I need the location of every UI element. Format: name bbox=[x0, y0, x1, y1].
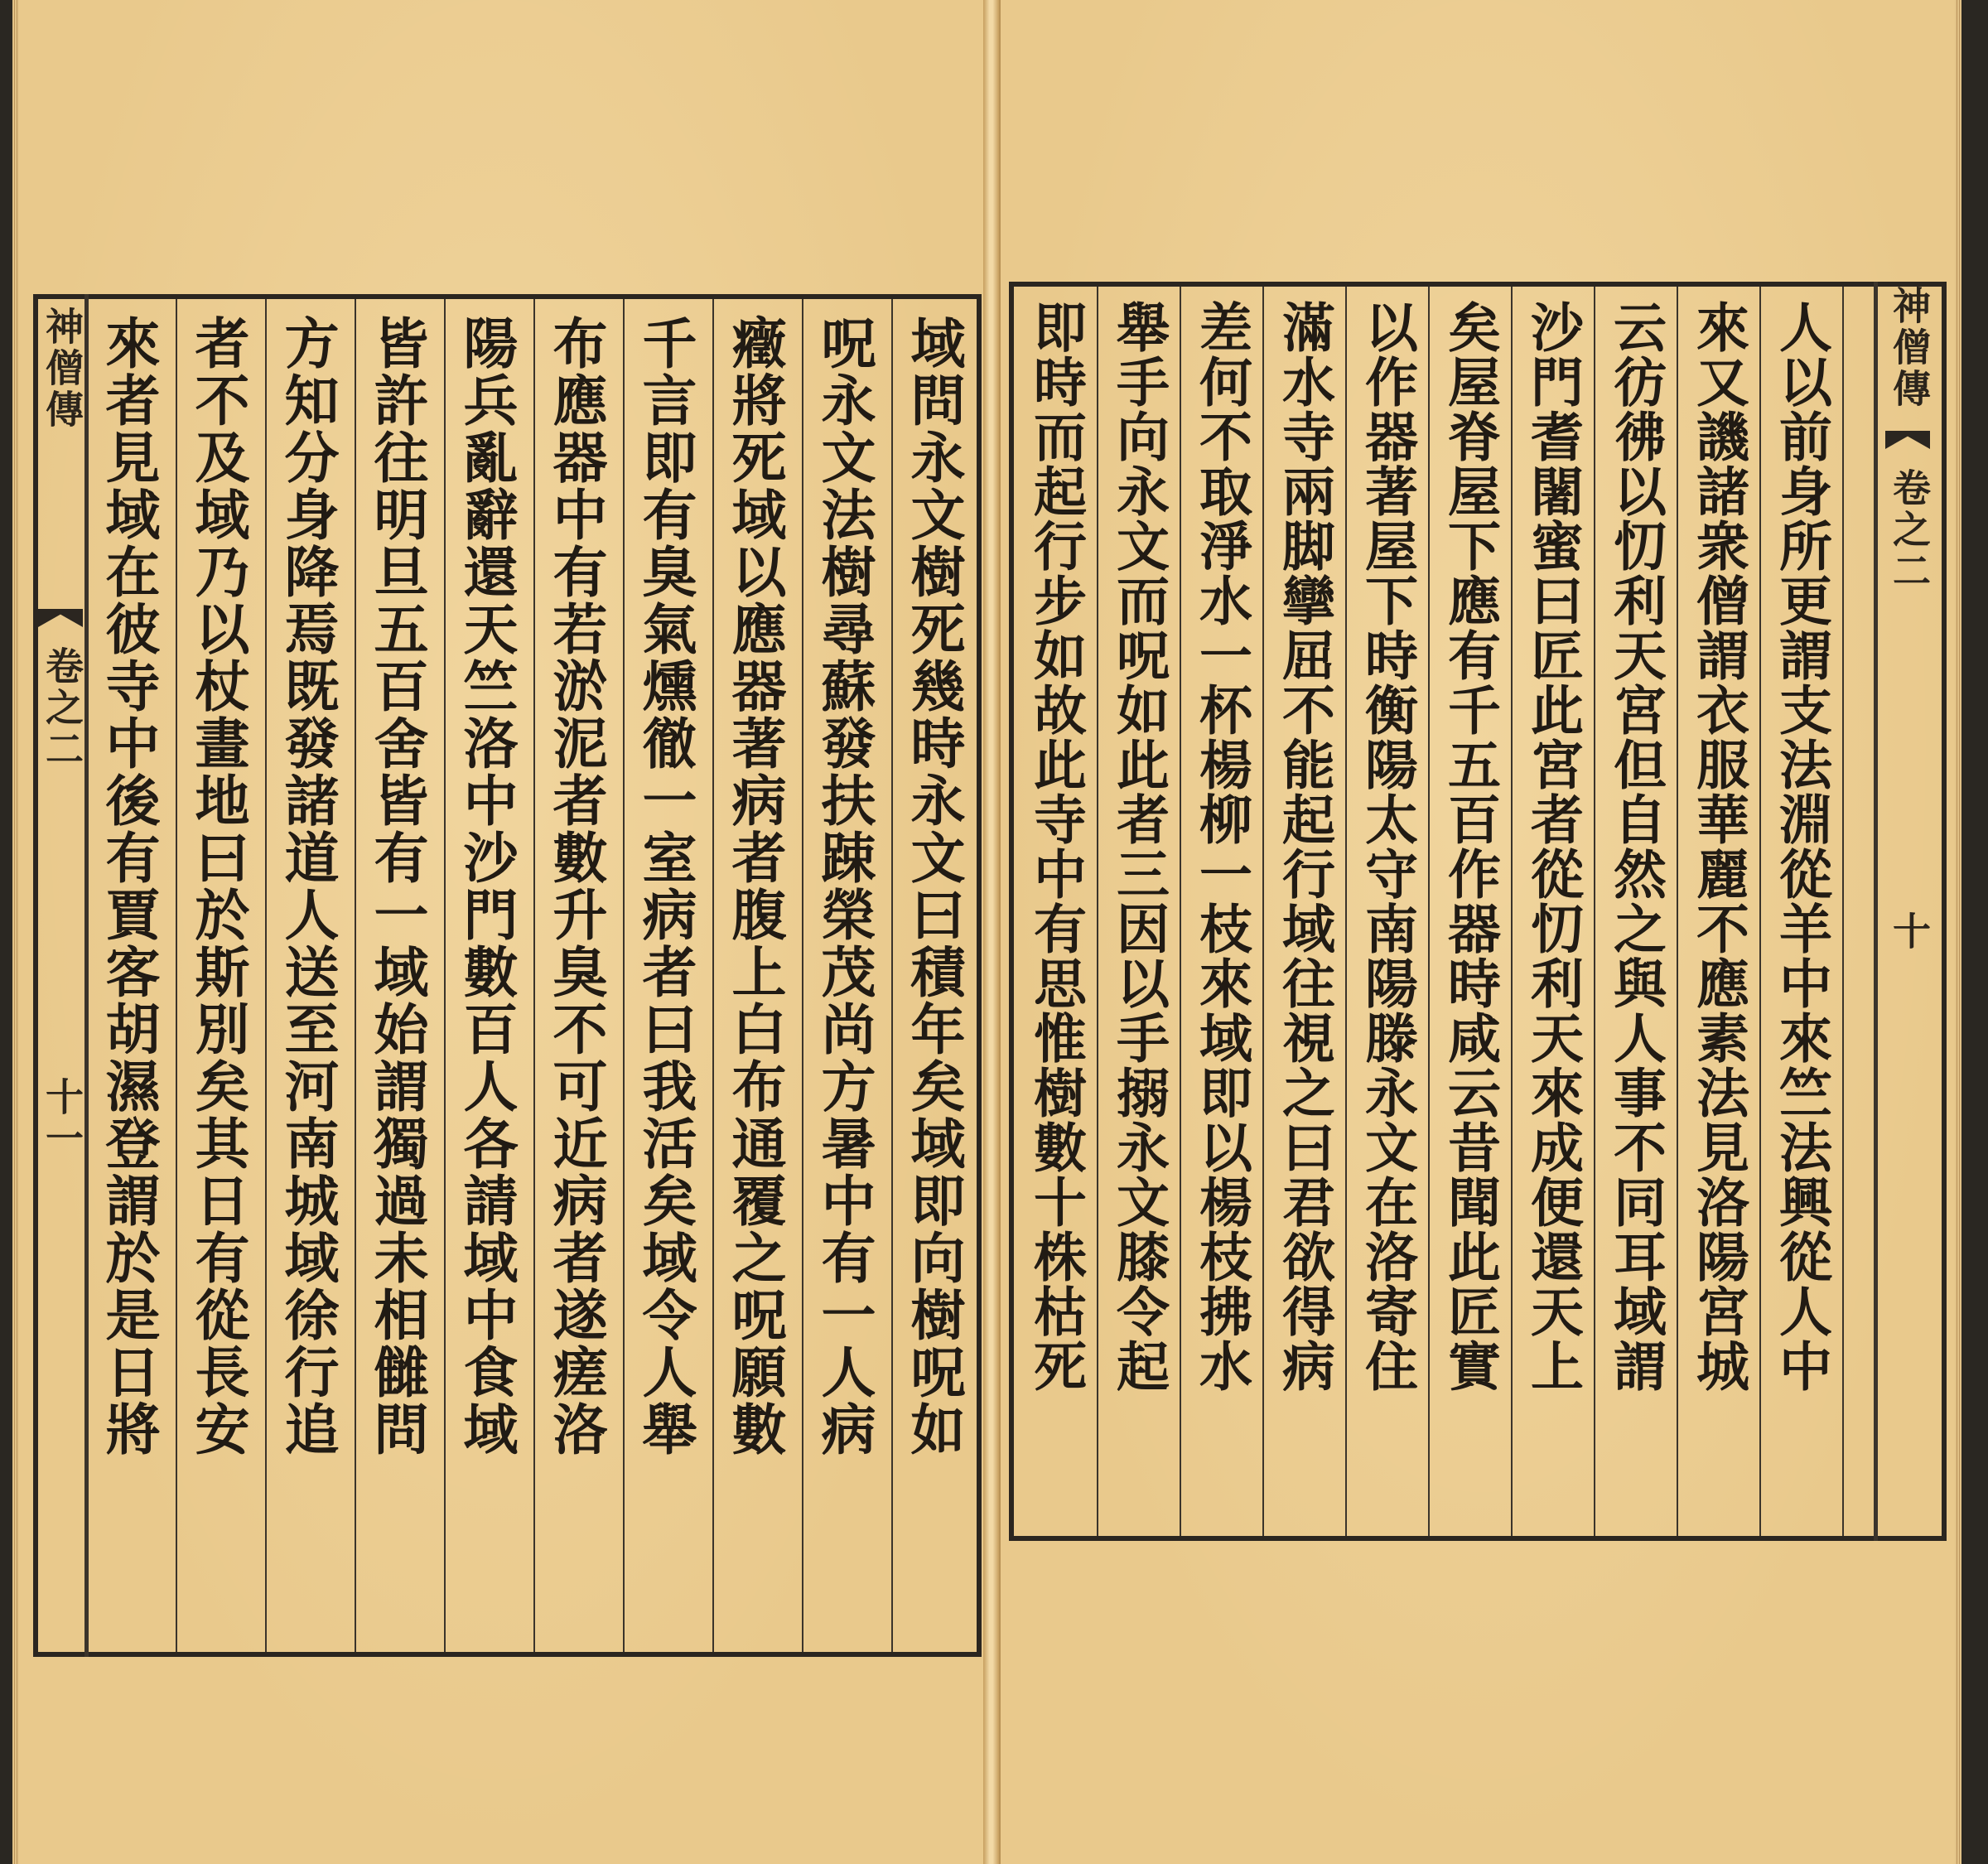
margin-rule bbox=[1874, 282, 1878, 1541]
text-column: 即時而起行步如故此寺中有思惟樹數十株枯死 bbox=[1025, 300, 1087, 1393]
column-rule bbox=[444, 299, 446, 1652]
margin-leaf-number: 十一 bbox=[40, 1077, 84, 1160]
margin-book-title: 神僧傳 bbox=[40, 307, 84, 431]
book-gutter bbox=[983, 0, 999, 1864]
text-column: 人以前身所更謂支法淵從羊中來竺法興從人中 bbox=[1770, 300, 1832, 1393]
page-edge-stack bbox=[1955, 0, 1961, 1864]
column-rule bbox=[802, 299, 803, 1652]
text-column: 域問永文樹死幾時永文曰積年矣域即向樹呪如 bbox=[901, 315, 966, 1458]
text-column: 來又譏諸衆僧謂衣服華麗不應素法見洛陽宮城 bbox=[1687, 300, 1749, 1393]
column-rule bbox=[1759, 287, 1761, 1536]
margin-volume: 卷之二 bbox=[40, 646, 84, 770]
column-rule bbox=[176, 299, 177, 1652]
text-column: 癥將死域以應器著病者腹上白布通覆之呪願數 bbox=[722, 315, 787, 1458]
margin-book-title: 神僧傳 bbox=[1887, 286, 1932, 410]
column-rule bbox=[355, 299, 356, 1652]
column-rule bbox=[533, 299, 535, 1652]
text-column: 差何不取淨水一杯楊柳一枝來域即以楊枝拂水 bbox=[1190, 300, 1252, 1393]
column-rule bbox=[1262, 287, 1264, 1536]
column-rule bbox=[1842, 287, 1844, 1536]
margin-rule bbox=[84, 294, 89, 1657]
text-column: 來者見域在彼寺中後有賈客胡濕登謂於是日將 bbox=[96, 315, 161, 1458]
column-rule bbox=[1594, 287, 1595, 1536]
column-rule bbox=[1345, 287, 1347, 1536]
text-column: 陽兵亂辭還天竺洛中沙門數百人各請域中食域 bbox=[454, 315, 519, 1458]
column-rule bbox=[265, 299, 267, 1652]
text-column: 者不及域乃以杖畫地曰於斯別矣其日有從長安 bbox=[186, 315, 250, 1458]
page-edge-stack bbox=[12, 0, 19, 1864]
column-rule bbox=[891, 299, 893, 1652]
text-column: 布應器中有若淤泥者數升臭不可近病者遂瘥洛 bbox=[543, 315, 608, 1458]
margin-volume: 卷之二 bbox=[1887, 468, 1932, 592]
text-column: 云彷彿以忉利天宮但自然之與人事不同耳域謂 bbox=[1604, 300, 1667, 1393]
text-column: 滿水寺兩脚攣屈不能起行域往視之曰君欲得病 bbox=[1273, 300, 1335, 1393]
text-column: 皆許往明旦五百舍皆有一域始謂獨過未相雠問 bbox=[364, 315, 429, 1458]
text-column: 舉手向永文而呪如此者三因以手搦永文膝令起 bbox=[1107, 300, 1170, 1393]
column-rule bbox=[1511, 287, 1513, 1536]
column-rule bbox=[1097, 287, 1098, 1536]
column-rule bbox=[1677, 287, 1678, 1536]
margin-leaf-number: 十 bbox=[1887, 911, 1932, 953]
column-rule bbox=[712, 299, 714, 1652]
text-column: 呪永文法樹尋蘇發扶踈榮茂尚方暑中有一人病 bbox=[812, 315, 876, 1458]
text-column: 方知分身降焉既發諸道人送至河南城域徐行追 bbox=[275, 315, 340, 1458]
text-column: 以作器著屋下時衡陽太守南陽滕永文在洛寄住 bbox=[1356, 300, 1418, 1393]
column-rule bbox=[1180, 287, 1181, 1536]
column-rule bbox=[623, 299, 625, 1652]
text-column: 矣屋脊屋下應有千五百作器時咸云昔聞此匠實 bbox=[1439, 300, 1501, 1393]
text-column: 沙門耆闍蜜曰匠此宮者從忉利天來成便還天上 bbox=[1522, 300, 1584, 1393]
text-column: 千言即有臭氣燻徹一室病者曰我活矣域令人舉 bbox=[633, 315, 697, 1458]
column-rule bbox=[1428, 287, 1430, 1536]
